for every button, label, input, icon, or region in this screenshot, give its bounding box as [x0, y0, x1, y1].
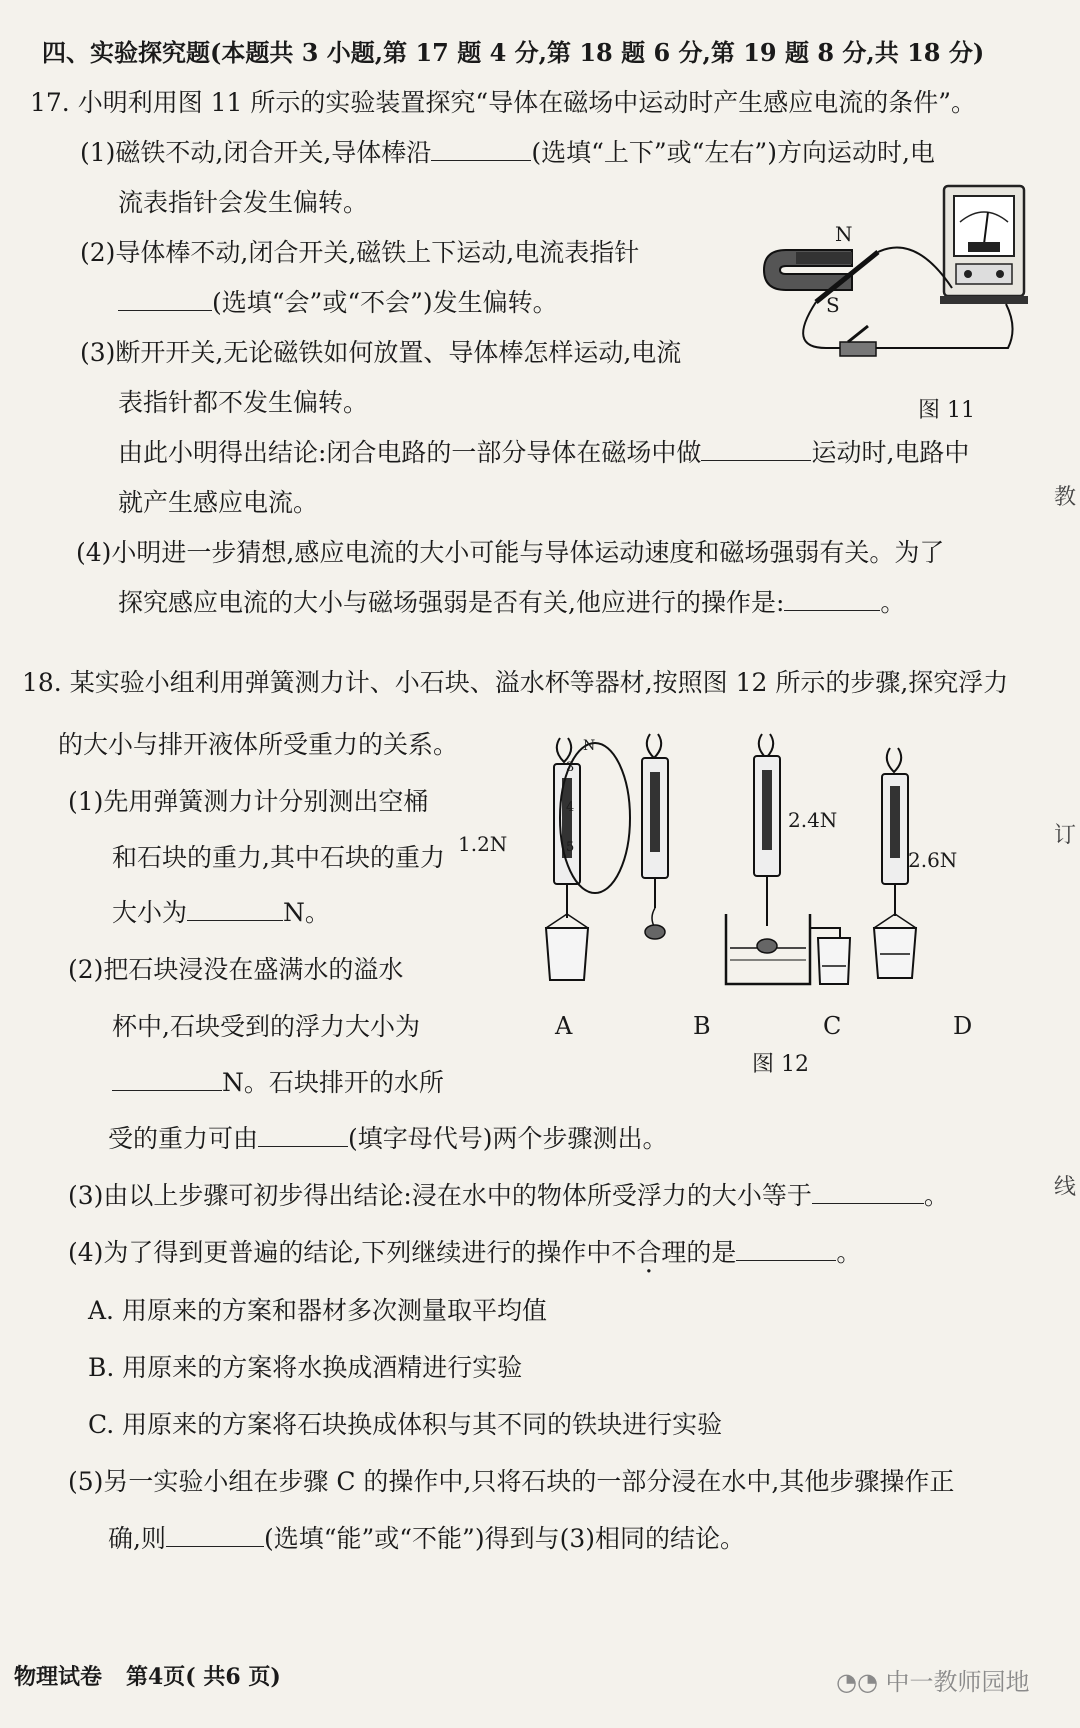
step-label-c: C [823, 1012, 842, 1040]
watermark-text: 中一教师园地 [885, 1668, 1030, 1696]
figure-12-caption: 图 12 [752, 1052, 809, 1077]
q18-part3 [68, 1181, 949, 1211]
q18-part1-line2: 和石块的重力,其中石块的重力 [112, 843, 445, 872]
q18-blank-6[interactable] [166, 1524, 264, 1547]
switch-icon [840, 326, 876, 356]
q18-p4-emphasis: 不合理 [611, 1238, 687, 1267]
q18-p5-text-c: (选填“能”或“不能”)得到与(3)相同的结论。 [263, 1524, 745, 1553]
q17-part4-line1: (4)小明进一步猜想,感应电流的大小可能与导体运动速度和磁场强弱有关。为了 [76, 538, 945, 567]
q18-blank-1[interactable] [187, 898, 283, 921]
q18-stem-line1: 18. 某实验小组利用弹簧测力计、小石块、溢水杯等器材,按照图 12 所示的步骤,探究浮力 [22, 668, 1009, 697]
q18-part1-line1: (1)先用弹簧测力计分别测出空桶 [68, 787, 429, 816]
footer-subject: 物理试卷 [14, 1664, 103, 1690]
step-label-b: B [693, 1012, 711, 1040]
reading-d: 2.6N [908, 848, 958, 872]
q18-p2-text-d: 受的重力可由 [108, 1124, 259, 1153]
q18-p2-text-e: (填字母代号)两个步骤测出。 [348, 1124, 668, 1153]
q18-p1-unit: N。 [283, 898, 330, 927]
q17-conclusion-text-b: 运动时,电路中 [811, 438, 970, 467]
q17-part2-line1: (2)导体棒不动,闭合开关,磁铁上下运动,电流表指针 [80, 238, 640, 267]
q17-stem: 17. 小明利用图 11 所示的实验装置探究“导体在磁场中运动时产生感应电流的条件”。 [30, 88, 976, 117]
section-note: (本题共 3 小题,第 17 题 4 分,第 18 题 6 分,第 19 题 8 分,共 18 分) [210, 38, 985, 67]
q18-option-c: C. 用原来的方案将石块换成体积与其不同的铁块进行实验 [88, 1410, 723, 1439]
q18-blank-4[interactable] [812, 1181, 924, 1204]
edge-mark-2: 订 [1053, 823, 1076, 848]
q18-part2-line2: 杯中,石块受到的浮力大小为 [112, 1012, 420, 1041]
reading-c: 2.4N [788, 808, 838, 832]
pole-s-label: S [826, 293, 840, 317]
q18-part2-line3 [112, 1068, 444, 1098]
q17-conclusion-line1 [118, 438, 969, 468]
q17-blank-1[interactable] [431, 138, 531, 161]
q17-blank-3[interactable] [701, 438, 811, 461]
section-title: 四、实验探究题 [42, 38, 210, 67]
q18-part1-line3 [112, 898, 330, 928]
q18-part5-line2 [108, 1524, 745, 1554]
q18-part5-line1: (5)另一实验小组在步骤 C 的操作中,只将石块的一部分浸在水中,其他步骤操作正 [68, 1467, 955, 1496]
step-c-spring-scale-icon [754, 734, 780, 926]
q18-blank-2[interactable] [112, 1068, 222, 1091]
q17-part3-line1: (3)断开开关,无论磁铁如何放置、导体棒怎样运动,电流 [80, 338, 682, 367]
q18-part4 [68, 1238, 861, 1268]
q17-p1-text-b: (选填“上下”或“左右”)方向运动时,电 [531, 138, 935, 167]
q17-part4-line2 [118, 588, 905, 618]
q18-p5-text-b: 确,则 [108, 1524, 166, 1553]
zoom-tick-3: 3 [566, 760, 575, 775]
q18-p4-end: 。 [836, 1238, 862, 1267]
q17-part1-line1 [80, 138, 935, 168]
q18-option-a: A. 用原来的方案和器材多次测量取平均值 [88, 1296, 547, 1325]
step-label-d: D [953, 1012, 973, 1040]
q18-part2-line4 [108, 1124, 668, 1154]
q17-p1-text-a: (1)磁铁不动,闭合开关,导体棒沿 [80, 138, 432, 167]
figure-11-apparatus [756, 178, 1036, 388]
pole-n-label: N [835, 222, 853, 246]
q18-blank-3[interactable] [258, 1124, 348, 1147]
wechat-icon: ◔◔ [836, 1668, 878, 1696]
q17-p4-text-b: 探究感应电流的大小与磁场强弱是否有关,他应进行的操作是: [118, 588, 785, 617]
q18-p3-text: (3)由以上步骤可初步得出结论:浸在水中的物体所受浮力的大小等于 [68, 1181, 812, 1210]
q18-p4-pre: (4)为了得到更普遍的结论,下列继续进行的操作中 [68, 1238, 612, 1267]
q17-part2-line2 [118, 288, 558, 318]
zoom-unit-label: N [583, 738, 596, 754]
q18-part2-line1: (2)把石块浸没在盛满水的溢水 [68, 955, 404, 984]
q17-blank-4[interactable] [784, 588, 880, 611]
step-b-spring-scale-icon [642, 734, 668, 939]
section-header [42, 38, 984, 68]
edge-mark-1: 教 [1053, 485, 1076, 510]
q18-p3-end: 。 [923, 1181, 949, 1210]
q18-stem-line2: 的大小与排开液体所受重力的关系。 [58, 730, 459, 759]
galvanometer-icon [940, 186, 1028, 304]
edge-mark-3: 线 [1053, 1175, 1076, 1200]
q17-part1-line2: 流表指针会发生偏转。 [118, 188, 369, 217]
figure-11-caption: 图 11 [918, 398, 975, 423]
footer-page: 第4页( 共6 页) [126, 1664, 281, 1690]
step-label-a: A [555, 1012, 573, 1040]
q17-conclusion-line2: 就产生感应电流。 [118, 488, 319, 517]
q18-p2-text-c: N。石块排开的水所 [222, 1068, 444, 1097]
q17-blank-2[interactable] [118, 288, 212, 311]
figure-12-steps [500, 728, 1060, 1028]
q18-p1-text-c: 大小为 [112, 898, 188, 927]
q17-conclusion-text-a: 由此小明得出结论:闭合电路的一部分导体在磁场中做 [118, 438, 702, 467]
q17-part3-line2: 表指针都不发生偏转。 [118, 388, 369, 417]
reading-a: 1.2N [458, 832, 508, 856]
q17-p2-text-b: (选填“会”或“不会”)发生偏转。 [212, 288, 558, 317]
q18-option-b: B. 用原来的方案将水换成酒精进行实验 [88, 1353, 523, 1382]
q17-p4-end: 。 [880, 588, 906, 617]
zoom-tick-4: 4 [566, 800, 575, 815]
zoom-tick-5: 5 [566, 840, 575, 855]
q18-blank-5[interactable] [736, 1238, 836, 1261]
watermark [836, 1662, 1030, 1697]
catch-bucket-icon [818, 938, 850, 984]
q18-p4-post: 的是 [686, 1238, 737, 1267]
